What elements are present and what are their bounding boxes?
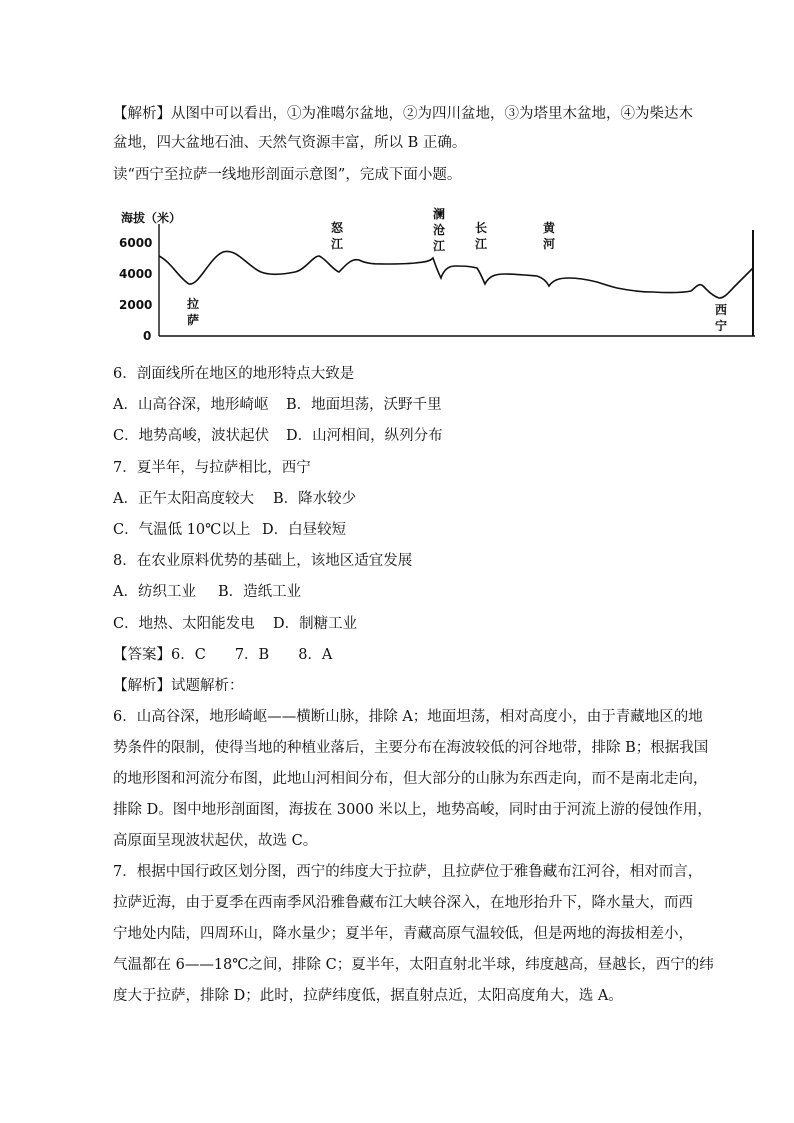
analysis6-line-1: 6．山高谷深，地形崎岖——横断山脉，排除 A；地面坦荡，相对高度小，由于青藏地区的地 [113, 709, 703, 725]
label-nujiang-char-2: 江 [331, 237, 344, 251]
q7-stem: 7．夏半年，与拉萨相比，西宁 [113, 460, 311, 476]
explanation-line-1: 【解析】从图中可以看出，①为准噶尔盆地，②为四川盆地，③为塔里木盆地，④为柴达木 [113, 106, 693, 122]
analysis7-line-4: 气温都在 6——18℃之间，排除 C；夏半年，太阳直射北半球，纬度越高，昼越长，西宁的纬 [113, 957, 714, 973]
label-lancangjiang [432, 206, 446, 253]
q6-option-b: B．地面坦荡，沃野千里 [286, 397, 442, 413]
label-nujiang-char-1: 怒 [331, 221, 344, 235]
label-nujiang [331, 220, 344, 251]
analysis7-line-3: 宁地处内陆，四周环山，降水量少；夏半年，青藏高原气温较低，但是两地的海拔相差小， [113, 926, 693, 942]
q7-option-a: A．正午太阳高度较大 [113, 491, 254, 507]
label-changjiang-char-1: 长 [475, 221, 488, 235]
label-xining-char-1: 西 [715, 303, 728, 317]
q6-stem: 6．剖面线所在地区的地形特点大致是 [113, 366, 355, 382]
label-changjiang [475, 220, 488, 251]
label-xining-char-2: 宁 [715, 319, 728, 333]
analysis6-line-4: 排除 D。图中地形剖面图，海拔在 3000 米以上，地势高峻，同时由于河流上游的侵蚀作用， [113, 802, 712, 818]
q8-option-b: B．造纸工业 [218, 584, 302, 600]
label-changjiang-char-2: 江 [475, 237, 488, 251]
q8-stem: 8．在农业原料优势的基础上，该地区适宜发展 [113, 553, 413, 569]
y-tick-0: 0 [143, 329, 152, 342]
q8-option-a: A．纺织工业 [113, 584, 196, 600]
analysis7-line-1: 7．根据中国行政区划分图，西宁的纬度大于拉萨，且拉萨位于雅鲁藏布江河谷，相对而言， [113, 864, 703, 880]
analysis6-line-2: 势条件的限制，使得当地的种植业落后，主要分布在海波较低的河谷地带，排除 B；根据我国 [113, 740, 709, 756]
label-lancangjiang-char-3: 江 [433, 239, 446, 253]
q8-option-c: C．地热、太阳能发电 [113, 616, 255, 632]
label-lasa [187, 296, 199, 327]
analysis6-line-5: 高原面呈现波状起伏，故选 C。 [113, 833, 318, 849]
analysis7-line-5: 度大于拉萨，排除 D；此时，拉萨纬度低，据直射点近，太阳高度角大，选 A。 [113, 988, 623, 1004]
label-lancangjiang-char-1: 澜 [433, 207, 446, 221]
terrain-profile-figure [113, 200, 758, 342]
label-lasa-char-1: 拉 [187, 297, 200, 311]
y-tick-6000: 6000 [119, 236, 153, 250]
explanation-line-2: 盆地，四大盆地石油、天然气资源丰富，所以 B 正确。 [113, 135, 467, 151]
intro-text: 读“西宁至拉萨一线地形剖面示意图”，完成下面小题。 [113, 167, 462, 183]
label-lancangjiang-char-2: 沧 [433, 223, 446, 237]
q6-option-a: A．山高谷深，地形崎岖 [113, 397, 269, 413]
y-tick-4000: 4000 [119, 267, 153, 281]
q7-option-d: D．白昼较短 [262, 522, 347, 538]
q8-option-d: D．制糖工业 [273, 616, 358, 632]
analysis-title: 【解析】试题解析： [113, 678, 244, 694]
label-xining [715, 302, 727, 333]
terrain-profile-line [159, 251, 753, 298]
q7-option-c: C．气温低 10℃以上 [113, 522, 251, 538]
label-huanghe-char-1: 黄 [543, 221, 556, 235]
q6-option-c: C．地势高峻，波状起伏 [113, 428, 270, 444]
answer-line: 【答案】6．C 7．B 8．A [113, 647, 333, 663]
label-lasa-char-2: 萨 [187, 313, 200, 327]
y-tick-2000: 2000 [119, 298, 153, 312]
q6-option-d: D．山河相间，纵列分布 [286, 428, 443, 444]
analysis6-line-3: 的地形图和河流分布图，此地山河相间分布，但大部分的山脉为东西走向，而不是南北走向， [113, 771, 708, 787]
q7-option-b: B．降水较少 [273, 491, 357, 507]
analysis7-line-2: 拉萨近海，由于夏季在西南季风沿雅鲁藏布江大峡谷深入，在地形抬升下，降水量大，而西 [113, 895, 693, 911]
label-huanghe-char-2: 河 [543, 237, 556, 251]
y-axis-title: 海拔（米） [121, 211, 182, 225]
label-huanghe [543, 220, 556, 251]
